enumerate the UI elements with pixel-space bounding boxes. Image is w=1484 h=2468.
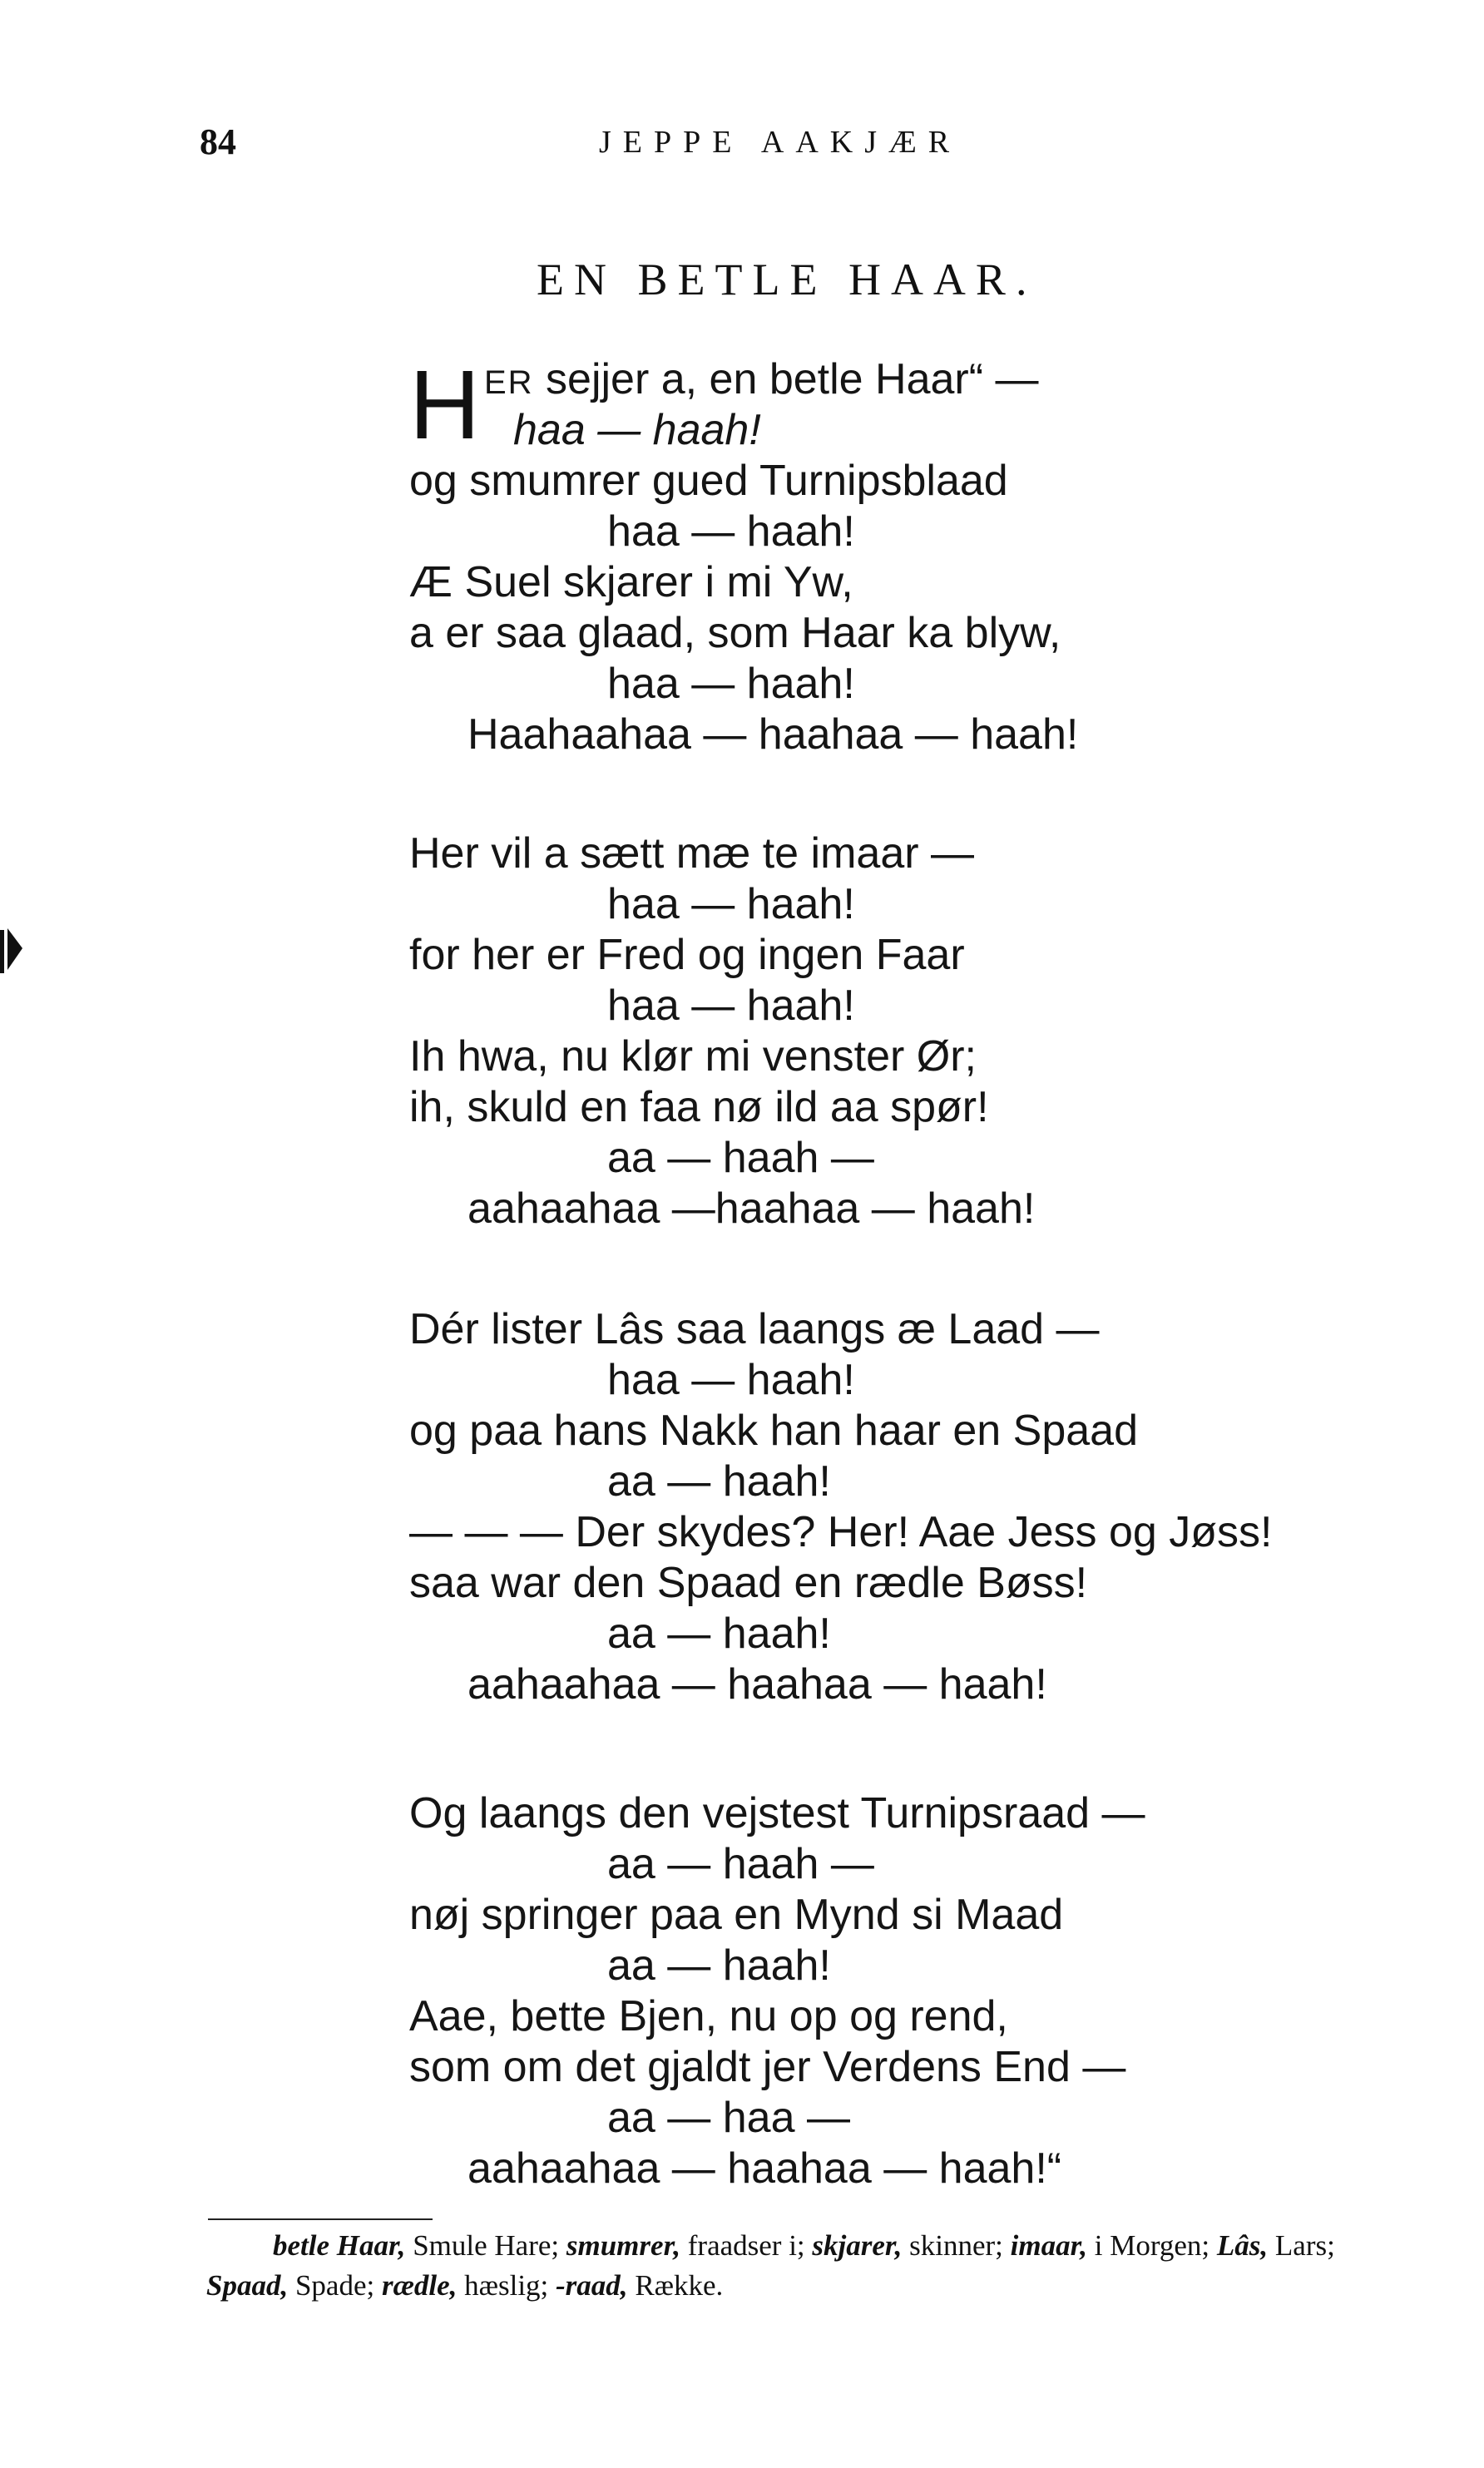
poem-line: Her vil a sætt mæ te imaar — bbox=[409, 829, 975, 878]
poem-line bbox=[409, 354, 1449, 405]
margin-ink-mark bbox=[0, 923, 23, 982]
coda-line: aahaahaa — haahaa — haah!“ bbox=[467, 2144, 1062, 2193]
poem-line: som om det gjaldt jer Verdens End — bbox=[409, 2043, 1126, 2091]
gloss-text: i Morgen; bbox=[1087, 2229, 1217, 2262]
gloss-text: Række. bbox=[627, 2269, 724, 2302]
poem-line: Ih hwa, nu klør mi venster Ør; bbox=[409, 1032, 977, 1081]
refrain-line: aa — haah! bbox=[607, 1457, 831, 1506]
gloss-text: fraadser i; bbox=[680, 2229, 813, 2262]
stanza-2 bbox=[409, 828, 1449, 1234]
gloss-text: hæslig; bbox=[457, 2269, 556, 2302]
refrain-line: haa — haah! bbox=[513, 406, 761, 454]
poem-line: for her er Fred og ingen Faar bbox=[409, 931, 965, 979]
gloss-term: Lâs, bbox=[1216, 2229, 1269, 2262]
footnote bbox=[206, 2226, 1421, 2306]
refrain-line: haa — haah! bbox=[607, 880, 855, 928]
poem-line: Æ Suel skjarer i mi Yw, bbox=[409, 558, 853, 606]
stanza-4 bbox=[409, 1788, 1449, 2194]
gloss-term: betle Haar, bbox=[273, 2229, 406, 2262]
gloss-text: Lars; bbox=[1268, 2229, 1335, 2262]
gloss-term: smumrer, bbox=[566, 2229, 681, 2262]
poem-line: nøj springer paa en Mynd si Maad bbox=[409, 1891, 1064, 1939]
refrain-line: haa — haah! bbox=[607, 660, 855, 708]
poem-line: Og laangs den vejstest Turnipsraad — bbox=[409, 1789, 1145, 1837]
coda-line: aahaahaa —haahaa — haah! bbox=[467, 1185, 1036, 1233]
coda-line: Haahaahaa — haahaa — haah! bbox=[467, 710, 1079, 759]
refrain-line: aa — haah! bbox=[607, 1941, 831, 1990]
gloss-term: imaar, bbox=[1010, 2229, 1088, 2262]
poem-line: a er saa glaad, som Haar ka blyw, bbox=[409, 609, 1061, 657]
refrain-line: aa — haah — bbox=[607, 1840, 874, 1888]
poem-line: Dér lister Lâs saa laangs æ Laad — bbox=[409, 1305, 1100, 1353]
refrain-line: aa — haah! bbox=[607, 1610, 831, 1658]
coda-line: aahaahaa — haahaa — haah! bbox=[467, 1660, 1047, 1709]
poem-line: og paa hans Nakk han haar en Spaad bbox=[409, 1407, 1139, 1455]
line-text: sejjer a, en betle Haar“ — bbox=[533, 355, 1039, 403]
gloss-term: Spaad, bbox=[206, 2269, 289, 2302]
refrain-line: haa — haah! bbox=[607, 982, 855, 1030]
footnote-rule bbox=[208, 2218, 433, 2220]
page-header bbox=[0, 121, 1484, 171]
stanza-1 bbox=[409, 350, 1449, 760]
small-caps-text: ER bbox=[484, 364, 534, 401]
refrain-line: aa — haa — bbox=[607, 2094, 850, 2142]
poem-line: — — — Der skydes? Her! Aae Jess og Jøss! bbox=[409, 1508, 1273, 1556]
poem-line: ih, skuld en faa nø ild aa spør! bbox=[409, 1083, 989, 1131]
poem-line: Aae, bette Bjen, nu op og rend, bbox=[409, 1992, 1008, 2040]
margin-mark bbox=[0, 923, 23, 982]
poem-title: EN BETLE HAAR. bbox=[537, 255, 1037, 304]
poem-line: saa war den Spaad en rædle Bøss! bbox=[409, 1559, 1088, 1607]
gloss-term: rædle, bbox=[381, 2269, 458, 2302]
refrain-line: haa — haah! bbox=[607, 1356, 855, 1404]
gloss-term: -raad, bbox=[556, 2269, 628, 2302]
gloss-term: skjarer, bbox=[812, 2229, 903, 2262]
drop-cap: H bbox=[409, 350, 481, 460]
stanza-3 bbox=[409, 1304, 1449, 1710]
refrain-line: haa — haah! bbox=[607, 507, 855, 556]
refrain-line: aa — haah — bbox=[607, 1134, 874, 1182]
gloss-text: skinner; bbox=[902, 2229, 1011, 2262]
page-number: 84 bbox=[200, 121, 236, 162]
running-head: JEPPE AAKJÆR bbox=[599, 125, 962, 160]
gloss-text: Smule Hare; bbox=[405, 2229, 566, 2262]
gloss-text: Spade; bbox=[288, 2269, 382, 2302]
poem-line: og smumrer gued Turnipsblaad bbox=[409, 457, 1008, 505]
